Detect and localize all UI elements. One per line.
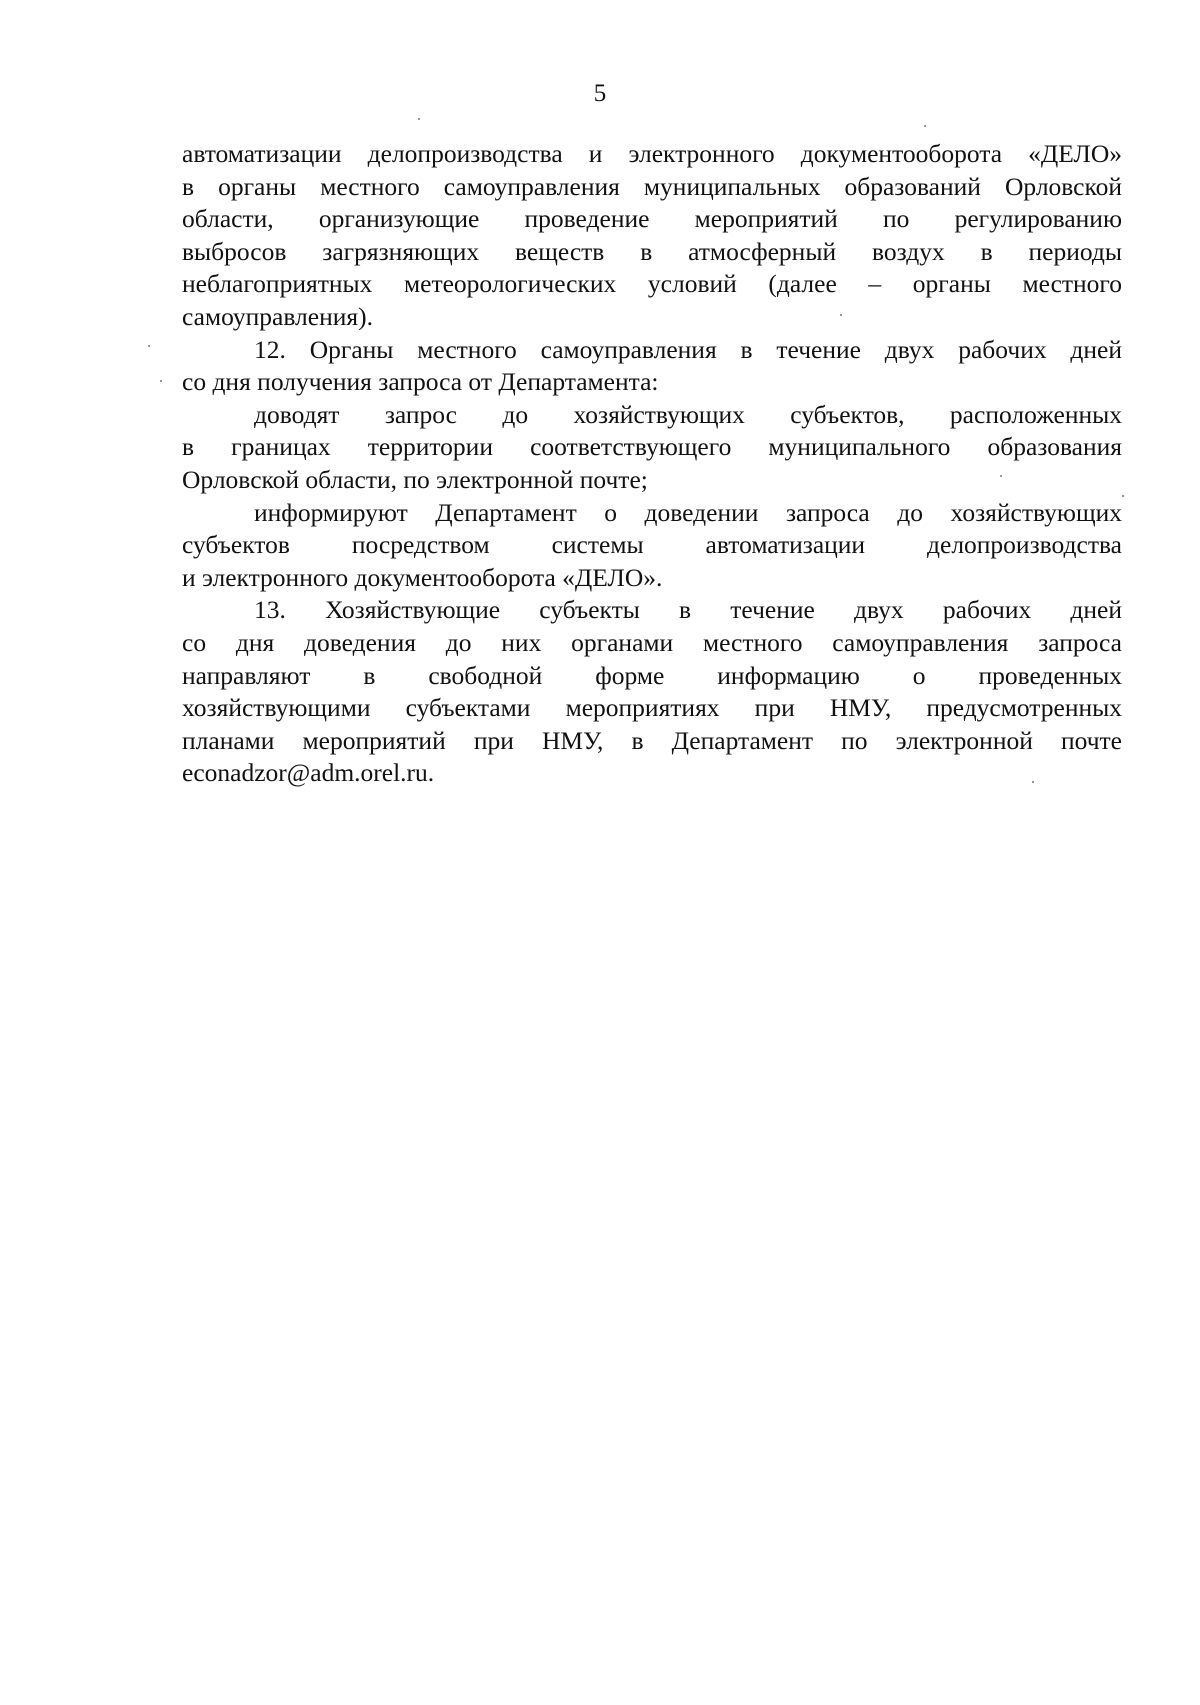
text-line: 13. Хозяйствующие субъекты в течение двух рабочих дней — [254, 595, 1122, 625]
paragraph-item-12 — [182, 334, 1122, 399]
paragraph-inform-department — [182, 497, 1122, 595]
scan-speck — [160, 380, 162, 382]
text-line: самоуправления). — [182, 301, 373, 331]
scan-speck — [840, 314, 842, 316]
paragraph-continuation — [182, 138, 1122, 334]
text-line: направляют в свободной форме информацию о проведенных — [182, 660, 1122, 690]
scan-speck — [1032, 781, 1034, 783]
text-line: хозяйствующими субъектами мероприятиях при НМУ, предусмотренных — [182, 693, 1122, 723]
scan-speck — [1122, 495, 1124, 497]
scan-speck — [148, 345, 150, 347]
text-line: в границах территории соответствующего муниципального образования — [182, 432, 1122, 462]
document-body — [182, 138, 1122, 790]
scan-speck — [1000, 475, 1002, 477]
text-line: выбросов загрязняющих веществ в атмосферный воздух в периоды — [182, 236, 1122, 266]
page-number: 5 — [593, 80, 607, 107]
text-line: автоматизации делопроизводства и электронного документооборота «ДЕЛО» — [182, 139, 1122, 168]
text-line: неблагоприятных метеорологических условий (далее – органы местного — [182, 269, 1122, 299]
text-line: со дня получения запроса от Департамента: — [182, 367, 659, 397]
paragraph-item-13 — [182, 594, 1122, 790]
text-line: информируют Департамент о доведении запроса до хозяйствующих — [254, 497, 1122, 527]
text-line: в органы местного самоуправления муниципальных образований Орловской — [182, 171, 1122, 201]
scan-speck — [924, 125, 926, 127]
text-line: планами мероприятий при НМУ, в Департамент по электронной почте — [182, 725, 1122, 755]
text-line: и электронного документооборота «ДЕЛО». — [182, 562, 663, 592]
text-line: субъектов посредством системы автоматизации делопроизводства — [182, 530, 1122, 560]
text-line: 12. Органы местного самоуправления в течение двух рабочих дней — [254, 334, 1122, 364]
text-line: Орловской области, по электронной почте; — [182, 464, 648, 494]
scan-speck — [418, 118, 420, 120]
text-line: области, организующие проведение мероприятий по регулированию — [182, 204, 1122, 234]
text-line: econadzor@adm.orel.ru. — [182, 758, 435, 788]
paragraph-bring-request — [182, 399, 1122, 497]
text-line: со дня доведения до них органами местного самоуправления запроса — [182, 627, 1122, 657]
text-line: доводят запрос до хозяйствующих субъектов, расположенных — [254, 399, 1122, 429]
